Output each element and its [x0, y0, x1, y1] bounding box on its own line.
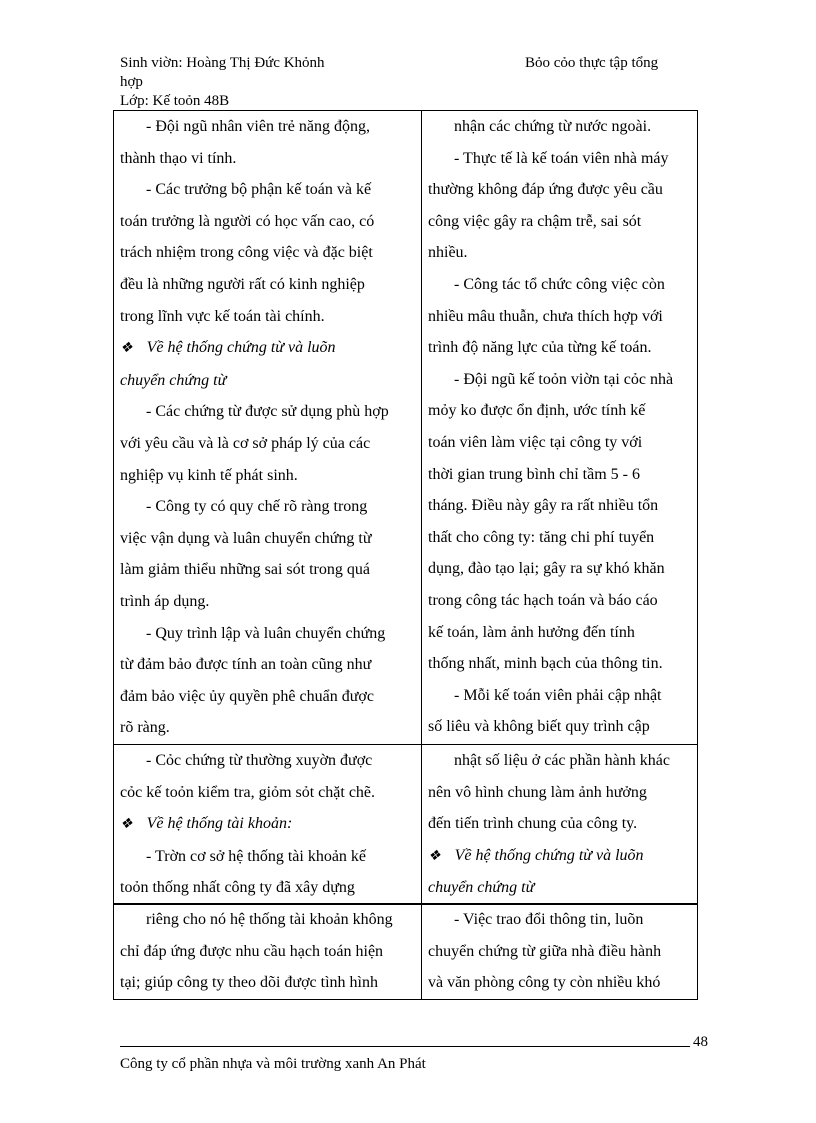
line-text: nhiều. [428, 244, 468, 262]
text-line [428, 301, 691, 333]
text-line [120, 428, 415, 460]
line-text: trong công tác hạch toán và báo cáo [428, 591, 658, 609]
line-text: thành thạo vi tính. [120, 149, 237, 167]
comparison-table-block-3 [113, 903, 698, 1000]
line-text: - Công ty có quy chế rõ ràng trong [146, 498, 368, 516]
text-line [428, 459, 691, 491]
text-line [120, 904, 415, 936]
text-line [428, 269, 691, 301]
text-line [428, 111, 691, 143]
diamond-bullet-icon: ❖ [120, 817, 133, 833]
line-text: trình độ năng lực của từng kế toán. [428, 339, 652, 357]
line-text: thống nhất, minh bạch của thông tin. [428, 655, 663, 673]
text-line [120, 745, 415, 777]
line-text: và văn phòng công ty còn nhiều khó [428, 974, 661, 992]
line-text: toỏn thống nhất công ty đã xây dựng [120, 879, 355, 897]
text-line [120, 365, 415, 397]
line-text: nhiều mâu thuẫn, chưa thích hợp với [428, 307, 663, 325]
line-text: riêng cho nó hệ thống tài khoản không [146, 911, 393, 928]
text-line [120, 143, 415, 175]
student-name-wrap: hợp [120, 74, 143, 90]
text-line [428, 522, 691, 554]
line-text: toán viên làm việc tại công ty với [428, 433, 643, 451]
footer-company: Công ty cổ phần nhựa và môi trường xanh An Phát [120, 1056, 426, 1072]
footer-rule [120, 1046, 690, 1047]
text-line [428, 143, 691, 175]
text-line [120, 491, 415, 523]
line-text: kế toán, làm ảnh hưởng đến tính [428, 623, 635, 641]
line-text: - Quy trình lập và luân chuyển chứng [146, 624, 386, 642]
line-text: mỏy ko được ổn định, ước tính kế [428, 402, 646, 420]
comparison-table-block-2 [113, 744, 698, 905]
text-line [120, 841, 415, 873]
page-number: 48 [693, 1034, 708, 1050]
text-line [120, 237, 415, 269]
strengths-column [114, 111, 422, 745]
strengths-column [114, 745, 422, 905]
text-line [428, 648, 691, 680]
line-text: - Thực tế là kế toán viên nhà máy [454, 149, 669, 167]
line-text: việc vận dụng và luân chuyển chứng từ [120, 529, 372, 547]
line-text: thất cho công ty: tăng chi phí tuyển [428, 528, 655, 546]
text-line [120, 777, 415, 809]
line-text: - Trờn cơ sở hệ thống tài khoản kế [146, 847, 367, 865]
text-line [428, 427, 691, 459]
line-text: với yêu cầu và là cơ sở pháp lý của các [120, 434, 371, 452]
line-text: - Các chứng từ được sử dụng phù hợp [146, 403, 389, 421]
line-text: số liêu và không biết quy trình cập [428, 718, 650, 736]
text-line [428, 777, 691, 809]
text-line [120, 460, 415, 492]
weaknesses-column [422, 904, 698, 1000]
line-text: chuyển chứng từ [428, 879, 535, 897]
text-line [428, 553, 691, 585]
text-line [120, 649, 415, 681]
line-text: Về hệ thống chứng từ và luõn [454, 846, 644, 864]
line-text: trách nhiệm trong công việc và đặc biệt [120, 244, 373, 262]
text-line [428, 904, 691, 936]
text-line [120, 618, 415, 650]
text-line [120, 111, 415, 143]
strengths-column [114, 904, 422, 1000]
line-text: nhật số liệu ở các phần hành khác [454, 752, 670, 769]
line-text: từ đảm bảo được tính an toàn cũng như [120, 656, 372, 674]
text-line [428, 872, 691, 904]
text-line [120, 396, 415, 428]
report-title: Bỏo cỏo thực tập tổng [525, 55, 659, 71]
line-text: - Việc trao đổi thông tin, luõn [454, 911, 644, 928]
text-line [428, 745, 691, 777]
text-line [428, 206, 691, 238]
line-text: thường không đáp ứng được yêu cầu [428, 181, 663, 199]
section-heading [428, 840, 691, 873]
text-line [120, 174, 415, 206]
text-line [428, 174, 691, 206]
text-line [120, 586, 415, 618]
line-text: trình áp dụng. [120, 592, 210, 610]
section-heading [120, 332, 415, 365]
text-line [120, 523, 415, 555]
text-line [428, 332, 691, 364]
text-line [428, 680, 691, 712]
text-line [428, 490, 691, 522]
diamond-bullet-icon: ❖ [120, 341, 133, 357]
line-text: cỏc kế toỏn kiểm tra, giỏm sỏt chặt chẽ. [120, 783, 376, 801]
line-text: dụng, đào tạo lại; gây ra sự khó khăn [428, 560, 665, 578]
student-name [120, 54, 325, 92]
weaknesses-column [422, 111, 698, 745]
comparison-table-block-1 [113, 110, 698, 745]
text-line [120, 681, 415, 713]
line-text: - Đội ngũ kế toỏn viờn tại cỏc nhà [454, 370, 674, 388]
text-line [428, 711, 691, 743]
line-text: đảm bảo việc ủy quyền phê chuẩn được [120, 687, 374, 705]
line-text: đến tiến trình chung của công ty. [428, 815, 638, 833]
text-line [120, 554, 415, 586]
line-text: Về hệ thống tài khoản: [146, 815, 293, 833]
line-text: rõ ràng. [120, 719, 170, 737]
text-line [120, 269, 415, 301]
text-line [428, 617, 691, 649]
text-line [428, 936, 691, 968]
section-heading [120, 808, 415, 841]
line-text: tháng. Điều này gây ra rất nhiều tổn [428, 497, 659, 515]
text-line [428, 808, 691, 840]
line-text: nghiệp vụ kinh tế phát sinh. [120, 466, 298, 484]
line-text: thời gian trung bình chỉ tầm 5 - 6 [428, 465, 640, 483]
text-line [120, 872, 415, 904]
line-text: chuyển chứng từ [120, 371, 227, 389]
text-line [120, 301, 415, 333]
text-line [120, 206, 415, 238]
class-line: Lớp: Kế toỏn 48B [120, 93, 230, 109]
line-text: toán trưởng là người có học vấn cao, có [120, 212, 375, 230]
line-text: Về hệ thống chứng từ và luõn [146, 339, 336, 357]
line-text: - Mỗi kế toán viên phải cập nhật [454, 686, 662, 704]
weaknesses-column [422, 745, 698, 905]
line-text: nên vô hình chung làm ảnh hưởng [428, 783, 647, 801]
line-text: đều là những người rất có kinh nghiệp [120, 275, 365, 293]
text-line [428, 364, 691, 396]
text-line [120, 936, 415, 968]
line-text: nhận các chứng từ nước ngoài. [454, 118, 652, 135]
line-text: - Công tác tổ chức công việc còn [454, 275, 665, 293]
line-text: tại; giúp công ty theo dõi được tình hình [120, 974, 378, 992]
text-line [120, 712, 415, 744]
text-line [428, 237, 691, 269]
student-name-line: Sinh viờn: Hoàng Thị Đức Khỏnh [120, 55, 325, 71]
line-text: trong lĩnh vực kế toán tài chính. [120, 307, 325, 325]
line-text: - Cỏc chứng từ thường xuyờn được [146, 752, 373, 769]
diamond-bullet-icon: ❖ [428, 848, 441, 864]
line-text: chỉ đáp ứng được nhu cầu hạch toán hiện [120, 942, 384, 960]
line-text: - Các trưởng bộ phận kế toán và kế [146, 181, 372, 199]
text-line [428, 967, 691, 999]
line-text: làm giảm thiểu những sai sót trong quá [120, 561, 370, 579]
text-line [428, 585, 691, 617]
text-line [120, 967, 415, 999]
line-text: chuyển chứng từ giữa nhà điều hành [428, 942, 662, 960]
line-text: - Đội ngũ nhân viên trẻ năng động, [146, 118, 370, 135]
text-line [428, 395, 691, 427]
line-text: công việc gây ra chậm trễ, sai sót [428, 212, 642, 230]
